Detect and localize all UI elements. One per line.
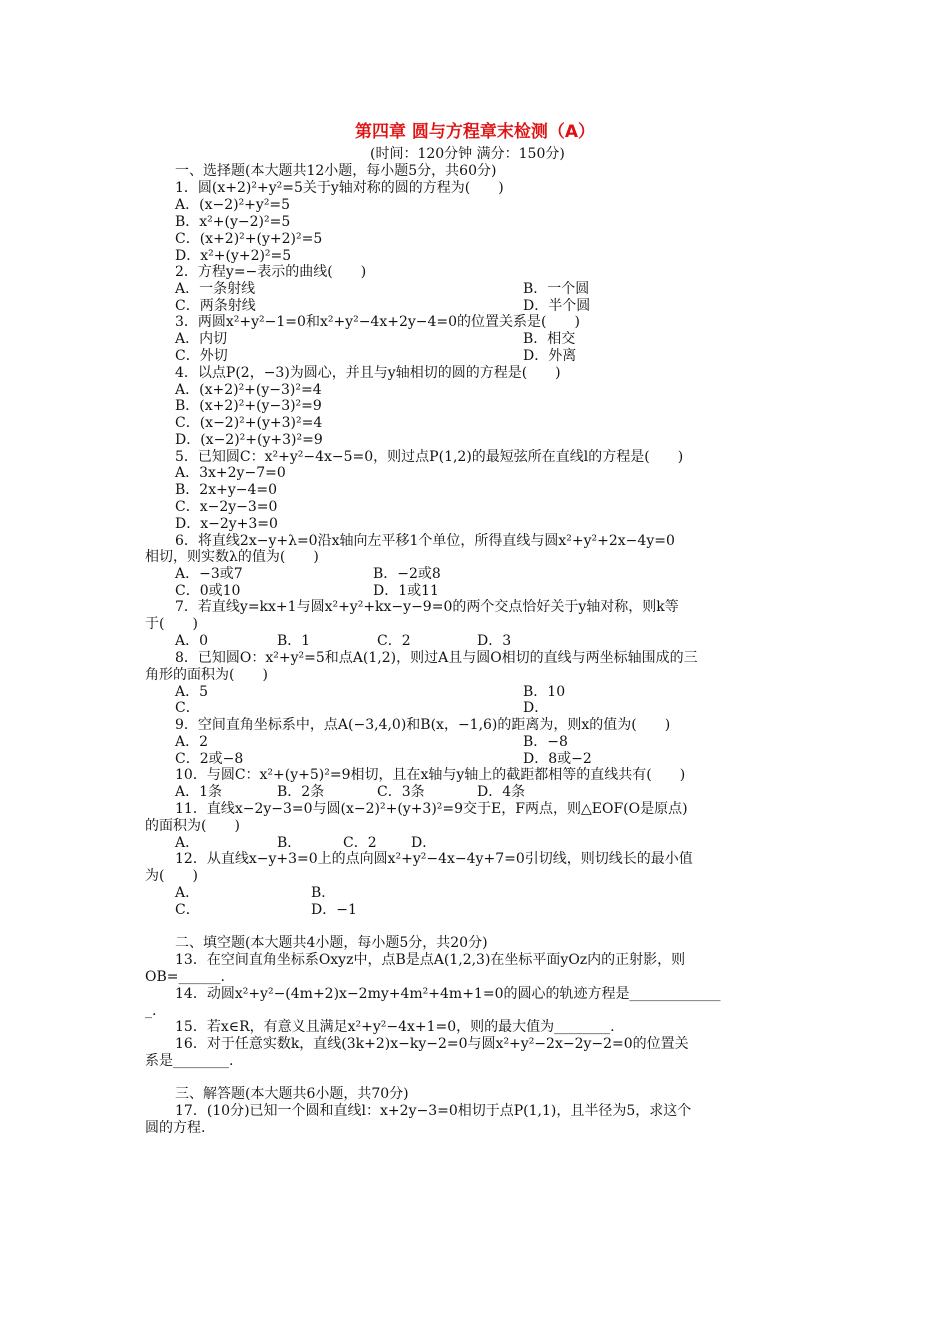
question-stem-cont: 角形的面积为( ) <box>145 667 268 683</box>
option-row <box>145 633 840 650</box>
option: D．外离 <box>523 348 577 364</box>
question-stem: 9．空间直角坐标系中，点A(−3,4,0)和B(x，−1,6)的距离为，则x的值为( ) <box>175 717 671 733</box>
option: A．(x−2)²+y²=5 <box>175 197 291 213</box>
question-stem-cont: OB=______. <box>145 969 225 985</box>
option: C．3条 <box>377 784 425 800</box>
question-stem: 5．已知圆C：x²+y²−4x−5=0，则过点P(1,2)的最短弦所在直线l的方程是( ) <box>175 449 684 465</box>
option: A．0 <box>175 633 209 649</box>
option: B．相交 <box>523 331 576 347</box>
option-row <box>145 348 840 365</box>
option: D．4条 <box>477 784 526 800</box>
question-stem: 7．若直线y=kx+1与圆x²+y²+kx−y−9=0的两个交点恰好关于y轴对称，则k等 <box>175 599 679 615</box>
option: A．5 <box>175 684 209 700</box>
option: A．(x+2)²+(y−3)²=4 <box>175 382 322 398</box>
option: B．10 <box>523 684 566 700</box>
question-stem: 17．(10分)已知一个圆和直线l：x+2y−3=0相切于点P(1,1)，且半径为5，求这个 <box>175 1103 692 1119</box>
option-row <box>145 331 840 348</box>
option: A． <box>175 885 200 901</box>
page-title: 第四章 圆与方程章末检测（A） <box>354 122 596 142</box>
option: D．半个圆 <box>523 298 591 314</box>
option: D．(x−2)²+(y+3)²=9 <box>175 432 323 448</box>
option: A．1条 <box>175 784 223 800</box>
option: C． <box>175 700 200 716</box>
option: C．(x−2)²+(y+3)²=4 <box>175 415 323 431</box>
option: B． <box>311 885 336 901</box>
option-row <box>145 885 840 902</box>
option: C．2或−8 <box>175 751 244 767</box>
option-row <box>145 700 840 717</box>
option: D．x²+(y+2)²=5 <box>175 248 292 264</box>
option: A．2 <box>175 734 209 750</box>
option-row <box>145 784 840 801</box>
question-stem: 10．与圆C：x²+(y+5)²=9相切，且在x轴与y轴上的截距都相等的直线共有( ) <box>175 767 686 783</box>
option-row <box>145 751 840 768</box>
question-stem-cont: 为( ) <box>145 868 198 884</box>
question-stem: 6．将直线2x−y+λ=0沿x轴向左平移1个单位，所得直线与圆x²+y²+2x−4y=0 <box>175 533 675 549</box>
option: D．3 <box>477 633 512 649</box>
option: C．(x+2)²+(y+2)²=5 <box>175 231 323 247</box>
option: A．−3或7 <box>175 566 243 582</box>
question-stem: 11．直线x−2y−3=0与圆(x−2)²+(y+3)²=9交于E，F两点，则△EOF(O是原点) <box>175 801 688 817</box>
question-stem: 1．圆(x+2)²+y²=5关于y轴对称的圆的方程为( ) <box>175 180 504 196</box>
option: B． <box>277 835 302 851</box>
question-stem: 3．两圆x²+y²−1=0和x²+y²−4x+2y−4=0的位置关系是( ) <box>175 314 580 330</box>
option-row <box>145 583 840 600</box>
option-row <box>145 734 840 751</box>
option: D． <box>411 835 437 851</box>
option: B．−8 <box>523 734 568 750</box>
section-heading: 二、填空题(本大题共4小题，每小题5分，共20分) <box>175 935 488 951</box>
option: B．一个圆 <box>523 281 590 297</box>
option: D．−1 <box>311 902 357 918</box>
section-heading: 三、解答题(本大题共6小题，共70分) <box>175 1086 409 1102</box>
question-stem: 4．以点P(2，−3)为圆心，并且与y轴相切的圆的方程是( ) <box>175 365 561 381</box>
option-row <box>145 281 840 298</box>
option: C．两条射线 <box>175 298 256 314</box>
exam-subtitle: (时间：120分钟 满分：150分) <box>370 146 565 162</box>
question-stem-cont: 系是________. <box>145 1053 234 1069</box>
option: D．8或−2 <box>523 751 592 767</box>
option-row <box>145 566 840 583</box>
option-row <box>145 902 840 919</box>
option: B．−2或8 <box>373 566 441 582</box>
option: B．2条 <box>277 784 325 800</box>
option: D． <box>523 700 549 716</box>
option: C． <box>175 902 200 918</box>
question-stem: 14．动圆x²+y²−(4m+2)x−2my+4m²+4m+1=0的圆心的轨迹方程是_____________ <box>175 986 721 1002</box>
question-stem: 16．对于任意实数k，直线(3k+2)x−ky−2=0与圆x²+y²−2x−2y−2=0的位置关 <box>175 1036 689 1052</box>
option-row <box>145 835 840 852</box>
question-stem: 13．在空间直角坐标系Oxyz中，点B是点A(1,2,3)在坐标平面yOz内的正射影，则 <box>175 952 686 968</box>
option: C．外切 <box>175 348 228 364</box>
option: D．1或11 <box>373 583 439 599</box>
option-row <box>145 684 840 701</box>
option: C．2 <box>377 633 411 649</box>
option: B．1 <box>277 633 311 649</box>
option: B．x²+(y−2)²=5 <box>175 214 291 230</box>
question-stem: 2．方程y=−表示的曲线( ) <box>175 264 367 280</box>
option: C．0或10 <box>175 583 241 599</box>
question-stem-cont: 的面积为( ) <box>145 818 240 834</box>
option: A．内切 <box>175 331 228 347</box>
question-stem: 8．已知圆O：x²+y²=5和点A(1,2)，则过A且与圆O相切的直线与两坐标轴围成的三 <box>175 650 698 666</box>
question-stem: 12．从直线x−y+3=0上的点向圆x²+y²−4x−4y+7=0引切线，则切线长的最小值 <box>175 851 693 867</box>
question-stem-cont: 于( ) <box>145 616 198 632</box>
option-row <box>145 298 840 315</box>
option: A．一条射线 <box>175 281 256 297</box>
question-stem-cont: 相切，则实数λ的值为( ) <box>145 549 319 565</box>
option: B．(x+2)²+(y−3)²=9 <box>175 398 322 414</box>
option: A．3x+2y−7=0 <box>175 465 286 481</box>
option: C．x−2y−3=0 <box>175 499 278 515</box>
option: A． <box>175 835 200 851</box>
question-stem-cont: 圆的方程. <box>145 1120 206 1136</box>
question-stem: 15．若x∈R，有意义且满足x²+y²−4x+1=0，则的最大值为________. <box>175 1019 615 1035</box>
option: C．2 <box>343 835 377 851</box>
section-heading: 一、选择题(本大题共12小题，每小题5分，共60分) <box>175 163 497 179</box>
option: D．x−2y+3=0 <box>175 516 278 532</box>
option: B．2x+y−4=0 <box>175 482 278 498</box>
question-stem-cont: _. <box>145 1003 157 1019</box>
